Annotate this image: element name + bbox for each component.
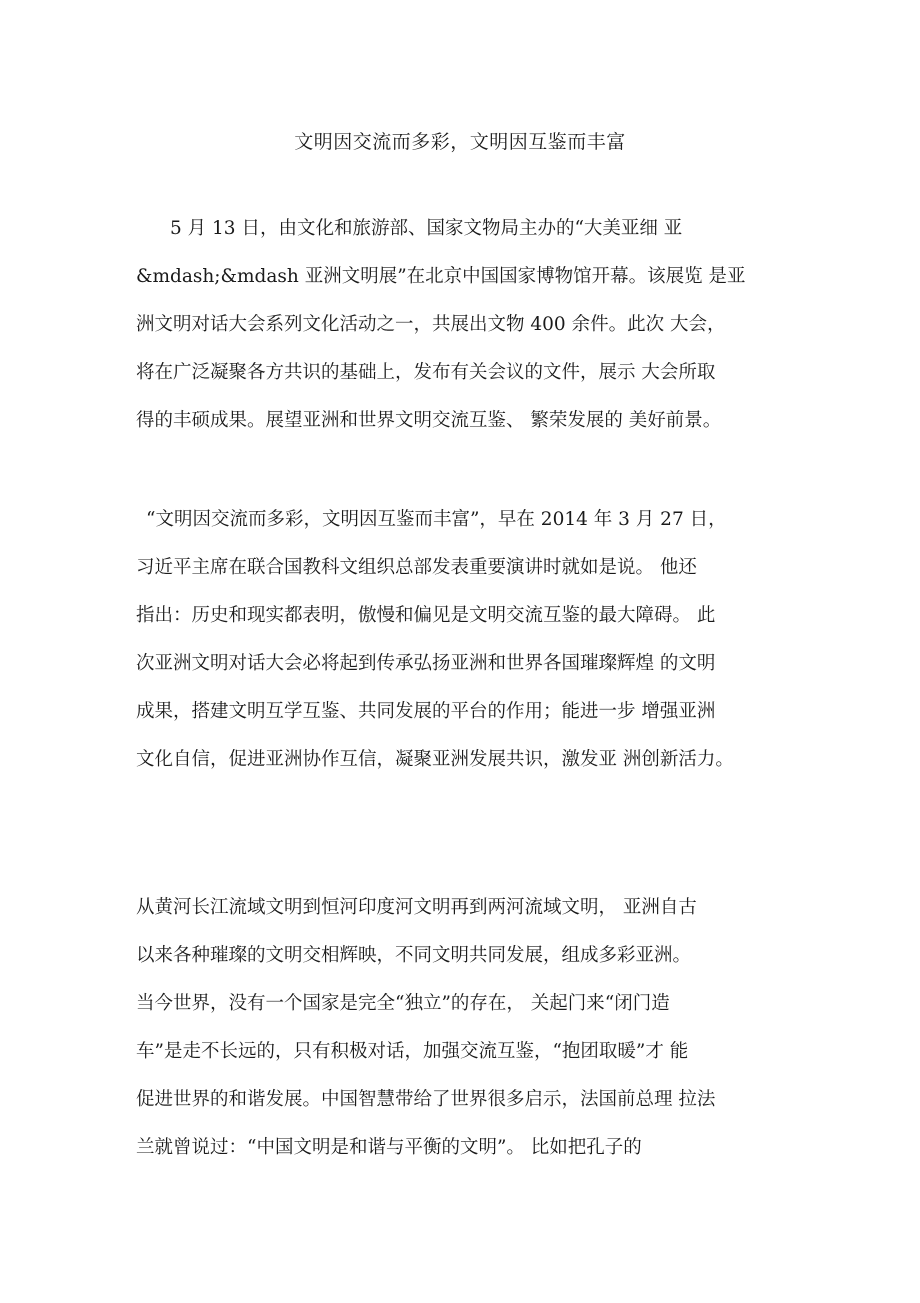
text-line: &mdash;&mdash 亚洲文明展”在北京中国国家博物馆开幕。该展览 是亚 [136,266,746,287]
text-line: 当今世界，没有一个国家是完全“独立”的存在， 关起门来“闭门造 [136,993,670,1014]
text-line: 成果，搭建文明互学互鉴、共同发展的平台的作用；能进一步 增强亚洲 [136,701,716,722]
text-line: 车”是走不长远的，只有积极对话，加强交流互鉴，“抱团取暖”才 能 [136,1041,689,1062]
text-line: 5 月 13 日，由文化和旅游部、国家文物局主办的“大美亚细 亚 [170,218,683,239]
text-line: 得的丰硕成果。展望亚洲和世界文明交流互鉴、 繁荣发展的 美好前景。 [136,410,722,431]
text-line: 将在广泛凝聚各方共识的基础上，发布有关会议的文件，展示 大会所取 [136,362,716,383]
text-line: 文化自信，促进亚洲协作互信，凝聚亚洲发展共识，激发亚 洲创新活力。 [136,749,734,770]
text-line: 洲文明对话大会系列文化活动之一，共展出文物 400 余件。此次 大会， [136,314,726,335]
text-line: 次亚洲文明对话大会必将起到传承弘扬亚洲和世界各国璀璨辉煌 的文明 [136,653,716,674]
text-line: 促进世界的和谐发展。中国智慧带给了世界很多启示，法国前总理 拉法 [136,1089,716,1110]
text-line: 以来各种璀璨的文明交相辉映，不同文明共同发展，组成多彩亚洲。 [136,945,692,966]
text-line: “文明因交流而多彩，文明因互鉴而丰富”，早在 2014 年 3 月 27 日， [146,509,727,530]
text-line: 指出：历史和现实都表明，傲慢和偏见是文明交流互鉴的最大障碍。 此 [136,605,716,626]
text-line: 习近平主席在联合国教科文组织总部发表重要演讲时就如是说。 他还 [136,557,697,578]
page-title: 文明因交流而多彩，文明因互鉴而丰富 [294,131,626,153]
text-line: 从黄河长江流域文明到恒河印度河文明再到两河流域文明， 亚洲自古 [136,897,697,918]
text-line: 兰就曾说过：“中国文明是和谐与平衡的文明”。 比如把孔子的 [136,1137,642,1158]
